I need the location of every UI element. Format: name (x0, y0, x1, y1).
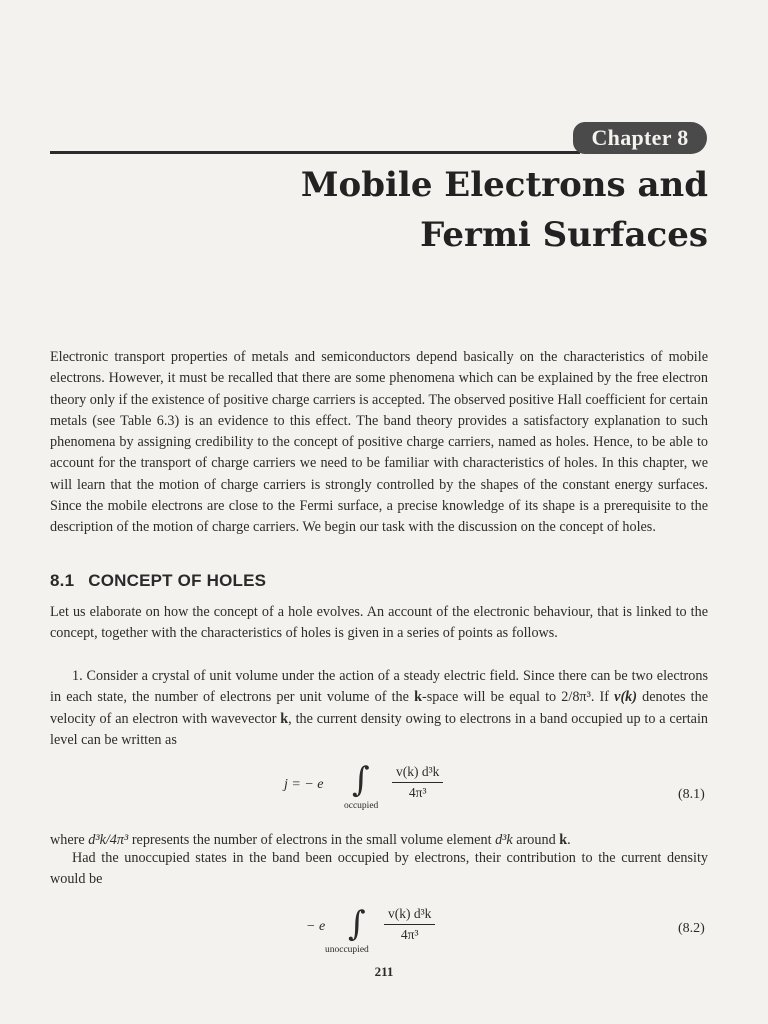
eq1-fraction (392, 764, 443, 801)
intro-paragraph: Electronic transport properties of metals and semiconductors depend basically on the characteristics of mobile electrons. However, it must be recalled that there are some phenomena which can be explained by the free electron theory only if the existence of positive charge carriers is accepted. The observed positive Hall coefficient for certain metals (see Table 6.3) is an evidence to this effect. The band theory provides a satisfactory explanation to such phenomena by assigning credibility to the concept of positive charge carriers, named as holes. Hence, to be able to account for the transport of charge carriers we need to be familiar with characteristics of holes. In this chapter, we will learn that the motion of charge carriers is strongly controlled by the shapes of the constant energy surfaces. Since the mobile electrons are close to the Fermi surface, a precise knowledge of its shape is a prerequisite to the description of the motion of charge carriers. We begin our task with the discussion on the concept of holes. (50, 349, 708, 536)
eq2-integral: ∫ (348, 904, 366, 944)
chapter-rule (50, 151, 580, 154)
section-title: CONCEPT OF HOLES (88, 571, 267, 590)
after-eq1-k: k (559, 832, 568, 848)
eq2-number: (8.2) (678, 921, 705, 936)
point-1-paragraph (50, 666, 708, 751)
after-eq1-text-a: where (50, 832, 89, 848)
page-number: 211 (374, 964, 394, 979)
section-heading (50, 571, 266, 591)
eq2-lhs: − e (306, 919, 326, 934)
after-eq1-text-b: represents the number of electrons in the small volume element (128, 832, 496, 848)
chapter-title-line1: Mobile Electrons and (300, 165, 708, 205)
eq2-denominator: 4π³ (400, 927, 419, 942)
point-1-text-c: denotes the velocity of an electron with wavevector (50, 689, 708, 727)
after-eq1-text-c: around (512, 832, 560, 848)
section-intro-paragraph: Let us elaborate on how the concept of a hole evolves. An account of the electronic behaviour, that is linked to the concept, together with the characteristics of holes is given in a series of points as follows. (50, 604, 708, 642)
chapter-badge: Chapter 8 (573, 122, 707, 154)
eq2-fraction (384, 906, 435, 943)
eq1-number: (8.1) (678, 787, 705, 802)
eq2-subscript: unoccupied (325, 945, 369, 955)
after-eq1-text-d: . (567, 832, 571, 848)
point-1-k: k (414, 689, 423, 706)
point-1-text-d: , the current density owing to electrons in a band occupied up to a certain level can be written as (50, 710, 708, 748)
chapter-title-line2: Fermi Surfaces (420, 215, 708, 255)
after-eq1-expr2: d³k (495, 832, 513, 848)
section-number: 8.1 (50, 571, 75, 590)
eq1-numerator: v(k) d³k (396, 764, 440, 779)
chapter-title (188, 160, 708, 260)
eq1-integral: ∫ (352, 760, 370, 800)
unoccupied-paragraph: Had the unoccupied states in the band been occupied by electrons, their contribution to the current density would be (50, 850, 708, 888)
eq1-lhs: j = − e (284, 777, 324, 792)
point-1-text-b: -space will be equal to 2/8π³. If (422, 689, 615, 706)
after-eq1-expr: d³k/4π³ (88, 832, 129, 848)
eq1-denominator: 4π³ (408, 785, 427, 800)
eq1-subscript: occupied (344, 801, 379, 811)
point-1-text-a: 1. Consider a crystal of unit volume under the action of a steady electric field. Since there can be two electrons in each state, the number of electrons per unit volume of the (50, 668, 708, 706)
eq2-numerator: v(k) d³k (388, 906, 432, 921)
point-1-vk: v(k) (614, 689, 637, 706)
point-1-k2: k (280, 710, 289, 727)
